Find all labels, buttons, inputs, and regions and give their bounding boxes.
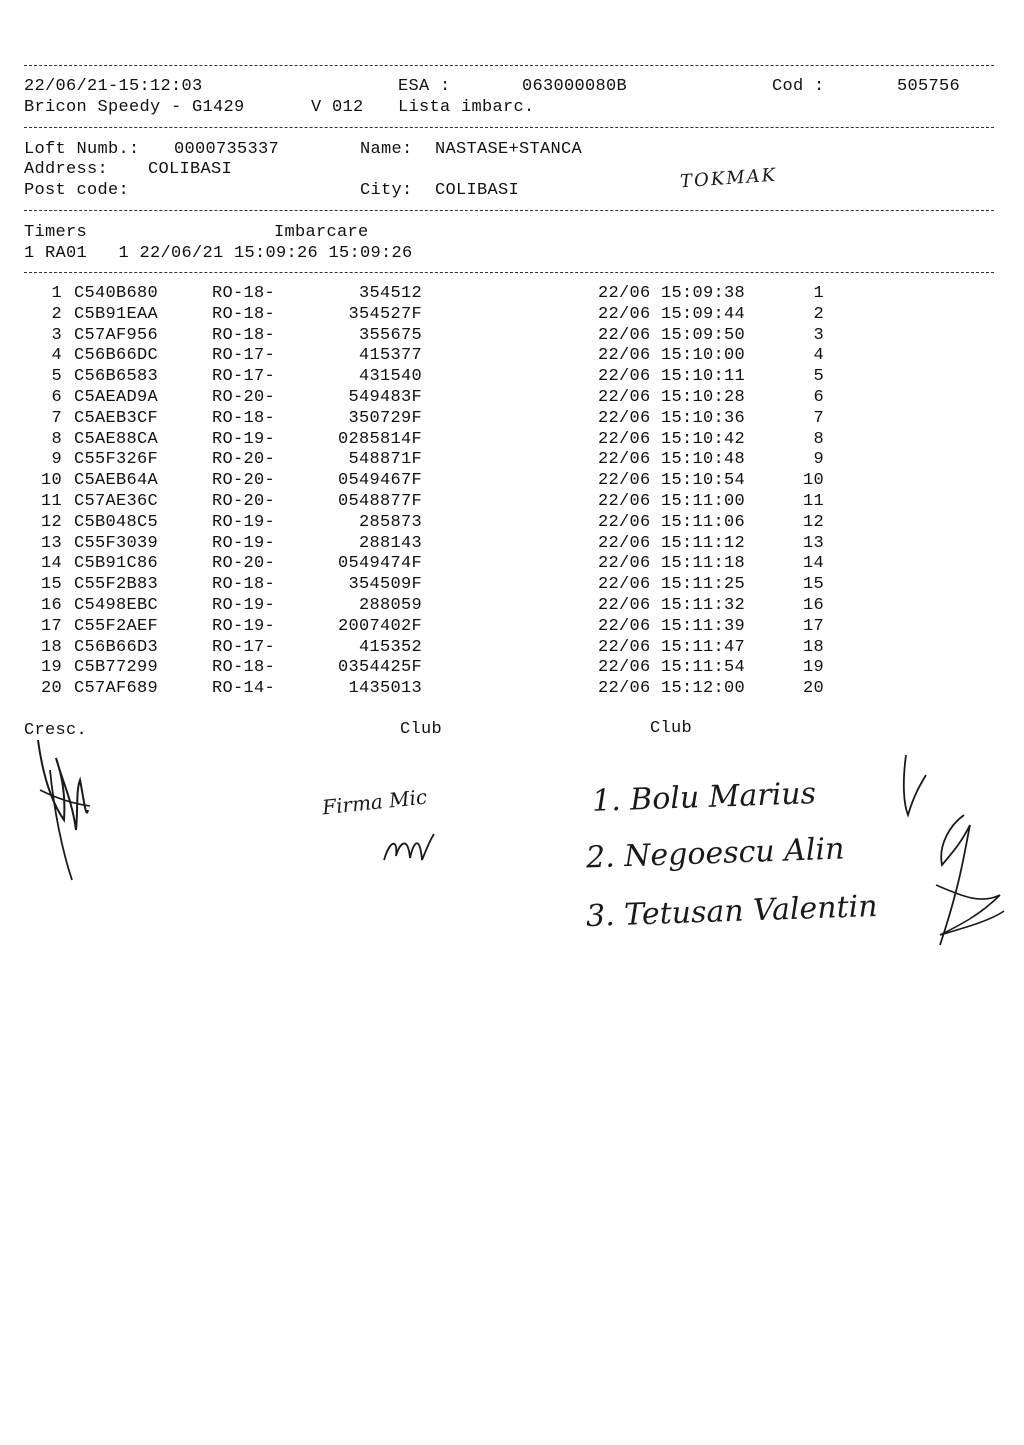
position-number: 18 bbox=[802, 637, 824, 657]
ring-number: 0549474F bbox=[337, 554, 422, 574]
row-number: 7 bbox=[51, 408, 62, 428]
ring-number: 355675 bbox=[358, 325, 422, 345]
ring-number: 548871F bbox=[348, 450, 422, 470]
ring-country-year: RO-20- bbox=[212, 554, 276, 574]
table-row bbox=[0, 346, 1024, 367]
timer-entry: 1 RA01 1 22/06/21 15:09:26 15:09:26 bbox=[24, 244, 413, 263]
separator-line bbox=[24, 127, 994, 128]
row-number: 19 bbox=[40, 658, 62, 678]
table-row bbox=[0, 430, 1024, 451]
table-row bbox=[0, 326, 1024, 347]
row-number: 6 bbox=[51, 388, 62, 407]
table-row bbox=[0, 367, 1024, 388]
row-number: 4 bbox=[51, 346, 62, 366]
row-number: 9 bbox=[51, 450, 62, 470]
club-member-1: 1. Bolu Marius bbox=[591, 776, 817, 819]
loft-number-value: 0000735337 bbox=[174, 140, 280, 159]
table-row bbox=[0, 638, 1024, 659]
basketing-time: 22/06 15:11:18 bbox=[598, 554, 746, 574]
chip-id: C5AE88CA bbox=[74, 429, 159, 449]
chip-id: C55F2AEF bbox=[74, 616, 159, 636]
chip-id: C55F326F bbox=[74, 450, 159, 470]
ring-country-year: RO-18- bbox=[212, 575, 276, 595]
esa-label: ESA : bbox=[398, 77, 451, 96]
separator-line bbox=[24, 65, 994, 66]
table-row bbox=[0, 596, 1024, 617]
breeder-label: Cresc. bbox=[24, 721, 88, 740]
table-row bbox=[0, 617, 1024, 638]
position-number: 2 bbox=[813, 304, 824, 324]
basketing-time: 22/06 15:09:44 bbox=[598, 304, 746, 324]
chip-id: C5498EBC bbox=[74, 596, 159, 615]
row-number: 8 bbox=[51, 429, 62, 449]
table-row bbox=[0, 679, 1024, 700]
ring-country-year: RO-18- bbox=[212, 325, 276, 345]
table-row bbox=[0, 554, 1024, 575]
ring-country-year: RO-19- bbox=[212, 533, 276, 553]
chip-id: C5B91C86 bbox=[74, 554, 159, 574]
position-number: 6 bbox=[813, 388, 824, 407]
chip-id: C57AF956 bbox=[74, 325, 159, 345]
ring-number: 1435013 bbox=[348, 679, 422, 699]
position-number: 4 bbox=[813, 346, 824, 366]
row-number: 13 bbox=[40, 533, 62, 553]
row-number: 15 bbox=[40, 575, 62, 595]
basketing-time: 22/06 15:11:54 bbox=[598, 658, 746, 678]
position-number: 3 bbox=[813, 325, 824, 345]
ring-country-year: RO-17- bbox=[212, 346, 276, 366]
breeder-signature bbox=[20, 730, 140, 890]
row-number: 11 bbox=[40, 492, 62, 511]
city-value: COLIBASI bbox=[435, 181, 520, 200]
imbarcare-label: Imbarcare bbox=[274, 223, 369, 242]
ring-country-year: RO-20- bbox=[212, 450, 276, 470]
ring-country-year: RO-19- bbox=[212, 616, 276, 636]
ring-number: 354512 bbox=[358, 284, 422, 303]
position-number: 11 bbox=[802, 492, 824, 511]
basketing-time: 22/06 15:12:00 bbox=[598, 679, 746, 699]
chip-id: C55F2B83 bbox=[74, 575, 159, 595]
ring-number: 0548877F bbox=[337, 492, 422, 511]
ring-number: 354509F bbox=[348, 575, 422, 595]
address-value: COLIBASI bbox=[148, 160, 233, 179]
postcode-label: Post code: bbox=[24, 181, 130, 200]
position-number: 1 bbox=[813, 284, 824, 303]
ring-country-year: RO-18- bbox=[212, 304, 276, 324]
ring-number: 0285814F bbox=[337, 429, 422, 449]
ring-country-year: RO-19- bbox=[212, 512, 276, 532]
chip-id: C56B6583 bbox=[74, 367, 159, 387]
club-signature bbox=[380, 830, 440, 870]
device-version: V 012 bbox=[311, 98, 364, 117]
name-value: NASTASE+STANCA bbox=[435, 140, 583, 159]
basketing-time: 22/06 15:11:39 bbox=[598, 616, 746, 636]
basketing-time: 22/06 15:10:11 bbox=[598, 367, 746, 387]
row-number: 10 bbox=[40, 471, 62, 491]
table-row bbox=[0, 388, 1024, 409]
basketing-time: 22/06 15:10:36 bbox=[598, 408, 746, 428]
position-number: 19 bbox=[802, 658, 824, 678]
row-number: 1 bbox=[51, 284, 62, 303]
table-row bbox=[0, 492, 1024, 513]
position-number: 17 bbox=[802, 616, 824, 636]
position-number: 14 bbox=[802, 554, 824, 574]
ring-number: 288059 bbox=[358, 596, 422, 615]
chip-id: C55F3039 bbox=[74, 533, 159, 553]
row-number: 2 bbox=[51, 304, 62, 324]
separator-line bbox=[24, 272, 994, 273]
position-number: 10 bbox=[802, 471, 824, 491]
table-row bbox=[0, 284, 1024, 305]
ring-number: 0549467F bbox=[337, 471, 422, 491]
members-signatures bbox=[880, 745, 1010, 965]
print-datetime: 22/06/21-15:12:03 bbox=[24, 77, 203, 96]
row-number: 12 bbox=[40, 512, 62, 532]
ring-country-year: RO-14- bbox=[212, 679, 276, 699]
cod-value: 505756 bbox=[897, 77, 961, 96]
chip-id: C57AE36C bbox=[74, 492, 159, 511]
row-number: 18 bbox=[40, 637, 62, 657]
ring-number: 415377 bbox=[358, 346, 422, 366]
chip-id: C5AEAD9A bbox=[74, 388, 159, 407]
table-row bbox=[0, 658, 1024, 679]
position-number: 8 bbox=[813, 429, 824, 449]
row-number: 5 bbox=[51, 367, 62, 387]
ring-country-year: RO-20- bbox=[212, 388, 276, 407]
chip-id: C5B77299 bbox=[74, 658, 159, 678]
position-number: 13 bbox=[802, 533, 824, 553]
ring-number: 285873 bbox=[358, 512, 422, 532]
basketing-time: 22/06 15:11:00 bbox=[598, 492, 746, 511]
chip-id: C5B91EAA bbox=[74, 304, 159, 324]
ring-country-year: RO-17- bbox=[212, 367, 276, 387]
timers-label: Timers bbox=[24, 223, 88, 242]
ring-country-year: RO-20- bbox=[212, 471, 276, 491]
list-title: Lista imbarc. bbox=[398, 98, 535, 117]
ring-country-year: RO-18- bbox=[212, 284, 276, 303]
separator-line bbox=[24, 210, 994, 211]
position-number: 9 bbox=[813, 450, 824, 470]
ring-number: 431540 bbox=[358, 367, 422, 387]
club-handwritten-note: Firma Mic bbox=[321, 784, 429, 820]
chip-id: C56B66D3 bbox=[74, 637, 159, 657]
row-number: 20 bbox=[40, 679, 62, 699]
club-member-2: 2. Negoescu Alin bbox=[585, 831, 845, 876]
chip-id: C5AEB3CF bbox=[74, 408, 159, 428]
position-number: 5 bbox=[813, 367, 824, 387]
ring-country-year: RO-19- bbox=[212, 596, 276, 615]
position-number: 12 bbox=[802, 512, 824, 532]
ring-country-year: RO-18- bbox=[212, 408, 276, 428]
table-row bbox=[0, 534, 1024, 555]
table-row bbox=[0, 513, 1024, 534]
club-label: Club bbox=[650, 719, 693, 738]
table-row bbox=[0, 305, 1024, 326]
device-name: Bricon Speedy - G1429 bbox=[24, 98, 245, 117]
loft-number-label: Loft Numb.: bbox=[24, 140, 140, 159]
chip-id: C5AEB64A bbox=[74, 471, 159, 491]
ring-number: 549483F bbox=[348, 388, 422, 407]
position-number: 7 bbox=[813, 408, 824, 428]
club-member-3: 3. Tetusan Valentin bbox=[585, 888, 879, 935]
ring-number: 350729F bbox=[348, 408, 422, 428]
basketing-time: 22/06 15:11:32 bbox=[598, 596, 746, 615]
position-number: 16 bbox=[802, 596, 824, 615]
chip-id: C5B048C5 bbox=[74, 512, 159, 532]
table-row bbox=[0, 471, 1024, 492]
chip-id: C57AF689 bbox=[74, 679, 159, 699]
ring-country-year: RO-20- bbox=[212, 492, 276, 511]
basketing-time: 22/06 15:10:42 bbox=[598, 429, 746, 449]
chip-id: C56B66DC bbox=[74, 346, 159, 366]
table-row bbox=[0, 450, 1024, 471]
basketing-time: 22/06 15:11:12 bbox=[598, 533, 746, 553]
esa-value: 063000080B bbox=[522, 77, 628, 96]
cod-label: Cod : bbox=[772, 77, 825, 96]
basketing-time: 22/06 15:09:38 bbox=[598, 284, 746, 303]
table-row bbox=[0, 409, 1024, 430]
row-number: 17 bbox=[40, 616, 62, 636]
ring-number: 2007402F bbox=[337, 616, 422, 636]
chip-id: C540B680 bbox=[74, 284, 159, 303]
ring-number: 354527F bbox=[348, 304, 422, 324]
ring-number: 415352 bbox=[358, 637, 422, 657]
row-number: 3 bbox=[51, 325, 62, 345]
ring-country-year: RO-19- bbox=[212, 429, 276, 449]
basketing-time: 22/06 15:11:47 bbox=[598, 637, 746, 657]
basketing-time: 22/06 15:10:54 bbox=[598, 471, 746, 491]
ring-number: 0354425F bbox=[337, 658, 422, 678]
basketing-time: 22/06 15:10:28 bbox=[598, 388, 746, 407]
table-row bbox=[0, 575, 1024, 596]
ring-country-year: RO-17- bbox=[212, 637, 276, 657]
row-number: 14 bbox=[40, 554, 62, 574]
city-label: City: bbox=[360, 181, 413, 200]
basketing-time: 22/06 15:10:00 bbox=[598, 346, 746, 366]
basketing-time: 22/06 15:10:48 bbox=[598, 450, 746, 470]
ring-country-year: RO-18- bbox=[212, 658, 276, 678]
basketing-time: 22/06 15:11:06 bbox=[598, 512, 746, 532]
position-number: 15 bbox=[802, 575, 824, 595]
handwritten-loft-note: TOKMAK bbox=[679, 164, 778, 193]
basketing-time: 22/06 15:11:25 bbox=[598, 575, 746, 595]
basketing-time: 22/06 15:09:50 bbox=[598, 325, 746, 345]
address-label: Address: bbox=[24, 160, 109, 179]
row-number: 16 bbox=[40, 596, 62, 615]
name-label: Name: bbox=[360, 140, 413, 159]
ring-number: 288143 bbox=[358, 533, 422, 553]
club-label: Club bbox=[400, 720, 443, 739]
position-number: 20 bbox=[802, 679, 824, 699]
